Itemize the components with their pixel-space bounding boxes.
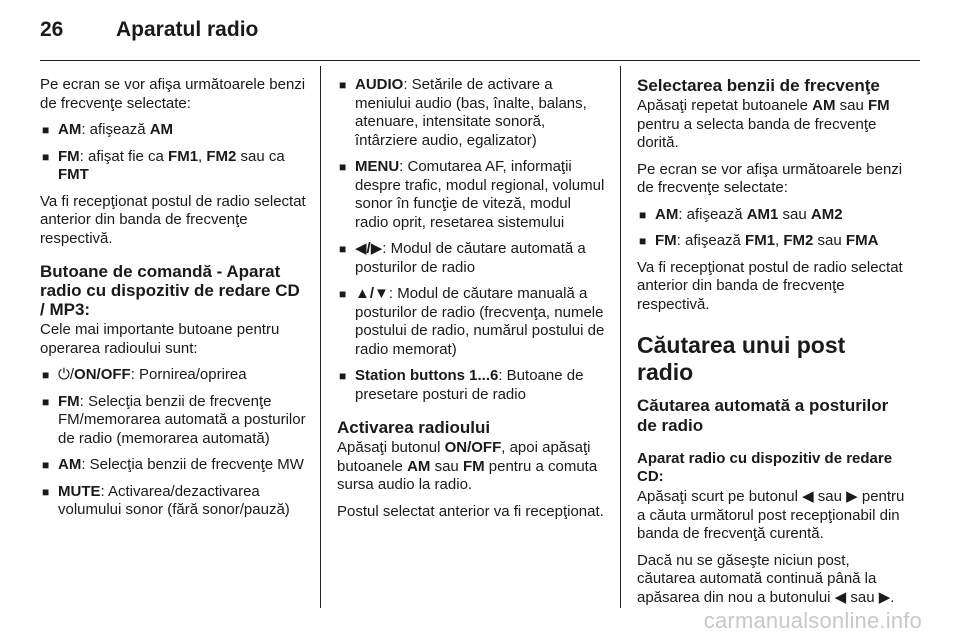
section-heading: Butoane de comandă - Aparat radio cu dispozitiv de redare CD / MP3: xyxy=(40,262,300,319)
bullet-icon: ■ xyxy=(339,78,347,92)
page-header xyxy=(40,18,920,58)
paragraph: Apăsaţi butonul ON/OFF, apoi apăsaţi butoanele AM sau FM pentru a comuta sursa audio la radio. xyxy=(337,439,598,493)
list-item: ■ FM: afişat fie ca FM1, FM2 sau ca FMT xyxy=(42,147,285,183)
left-right-arrows-icon: ◀/▶ xyxy=(355,240,383,257)
bullet-icon: ■ xyxy=(339,242,347,256)
paragraph: Va fi recepţionat postul de radio selectat anterior din banda de frecvenţe respectivă. xyxy=(40,192,306,247)
list-item: ■ FM: afişează FM1, FM2 sau FMA xyxy=(639,232,879,249)
page-number: 26 xyxy=(40,18,64,41)
list-item: ■ FM: Selecţia benzii de frecvenţe FM/memorarea automată a posturilor de radio (memorarea automată) xyxy=(42,392,306,447)
column-divider-2 xyxy=(620,66,621,608)
bullet-icon: ■ xyxy=(42,149,50,164)
paragraph: Dacă nu se găseşte niciun post, căutarea automată continuă până la apăsarea din nou a butonului ◀ sau ▶. xyxy=(637,551,895,606)
list-item: ■ ⏻/ON/OFF: Pornirea/oprirea xyxy=(42,366,247,383)
bullet-icon: ■ xyxy=(639,234,647,248)
minor-heading: Aparat radio cu dispozitiv de redare CD: xyxy=(637,450,893,485)
bullet-icon: ■ xyxy=(339,160,347,174)
list-item: ■ AUDIO: Setările de activare a meniului audio (bas, înalte, balans, atenuare, intensitate sonoră, întârziere audio, egalizator) xyxy=(339,76,587,149)
list-item: ■ MENU: Comutarea AF, informaţii despre trafic, modul regional, volumul sonor în funcţie de viteză, modul radio oprit, resetarea sistemului xyxy=(339,158,605,231)
list-item: ■ Station buttons 1...6: Butoane de presetare posturi de radio xyxy=(339,367,584,403)
chapter-heading: Căutarea unui post radio xyxy=(637,332,846,385)
column-3 xyxy=(637,76,907,615)
bullet-icon: ■ xyxy=(339,369,347,383)
list-item: ■ AM: afişează AM1 sau AM2 xyxy=(639,205,843,223)
paragraph: Apăsaţi repetat butoanele AM sau FM pentru a selecta banda de frecvenţe dorită. xyxy=(637,97,890,151)
bullet-icon: ■ xyxy=(42,394,50,409)
bullet-icon: ■ xyxy=(339,287,347,301)
paragraph: Cele mai importante butoane pentru operarea radioului sunt: xyxy=(40,321,280,357)
bullet-icon: ■ xyxy=(639,207,647,222)
list-item: ■ ◀/▶: Modul de căutare automată a posturilor de radio xyxy=(339,240,586,276)
page-title: Aparatul radio xyxy=(116,18,259,41)
header-rule xyxy=(40,60,920,61)
up-down-arrows-icon: ▲/▼ xyxy=(355,285,389,302)
column-1 xyxy=(40,76,306,528)
watermark: carmanualsonline.info xyxy=(703,608,922,633)
paragraph: Va fi recepţionat postul de radio selectat anterior din banda de frecvenţe respectivă. xyxy=(637,258,903,313)
bullet-icon: ■ xyxy=(42,458,50,472)
bullet-icon: ■ xyxy=(42,484,50,499)
column-divider-1 xyxy=(320,66,321,608)
intro-text: Pe ecran se vor afişa următoarele benzi de frecvenţe selectate: xyxy=(40,76,306,112)
paragraph: Postul selectat anterior va fi recepţionat. xyxy=(337,502,604,520)
list-item: ■ AM: Selecţia benzii de frecvenţe MW xyxy=(42,456,304,473)
bullet-icon: ■ xyxy=(42,123,50,137)
paragraph: Apăsaţi scurt pe butonul ◀ sau ▶ pentru a căuta următorul post recepţionabil din banda de frecvenţă curentă. xyxy=(637,488,905,542)
section-heading: Activarea radioului xyxy=(337,418,491,437)
paragraph: Pe ecran se vor afişa următoarele benzi de frecvenţe selectate: xyxy=(637,160,903,196)
bullet-icon: ■ xyxy=(42,368,50,382)
list-item: ■ AM: afişează AM xyxy=(42,121,174,138)
list-item: ■ ▲/▼: Modul de căutare manuală a posturilor de radio (frecvenţa, numele postului de radio, numărul postului de radio memorat) xyxy=(339,285,605,358)
power-icon: ⏻/ xyxy=(58,366,75,383)
list-item: ■ MUTE: Activarea/dezactivarea volumului sonor (fără sonor/pauză) xyxy=(42,482,290,518)
subsection-heading: Căutarea automată a posturilor de radio xyxy=(637,396,889,435)
column-2 xyxy=(337,76,607,529)
section-heading: Selectarea benzii de frecvenţe xyxy=(637,76,880,95)
